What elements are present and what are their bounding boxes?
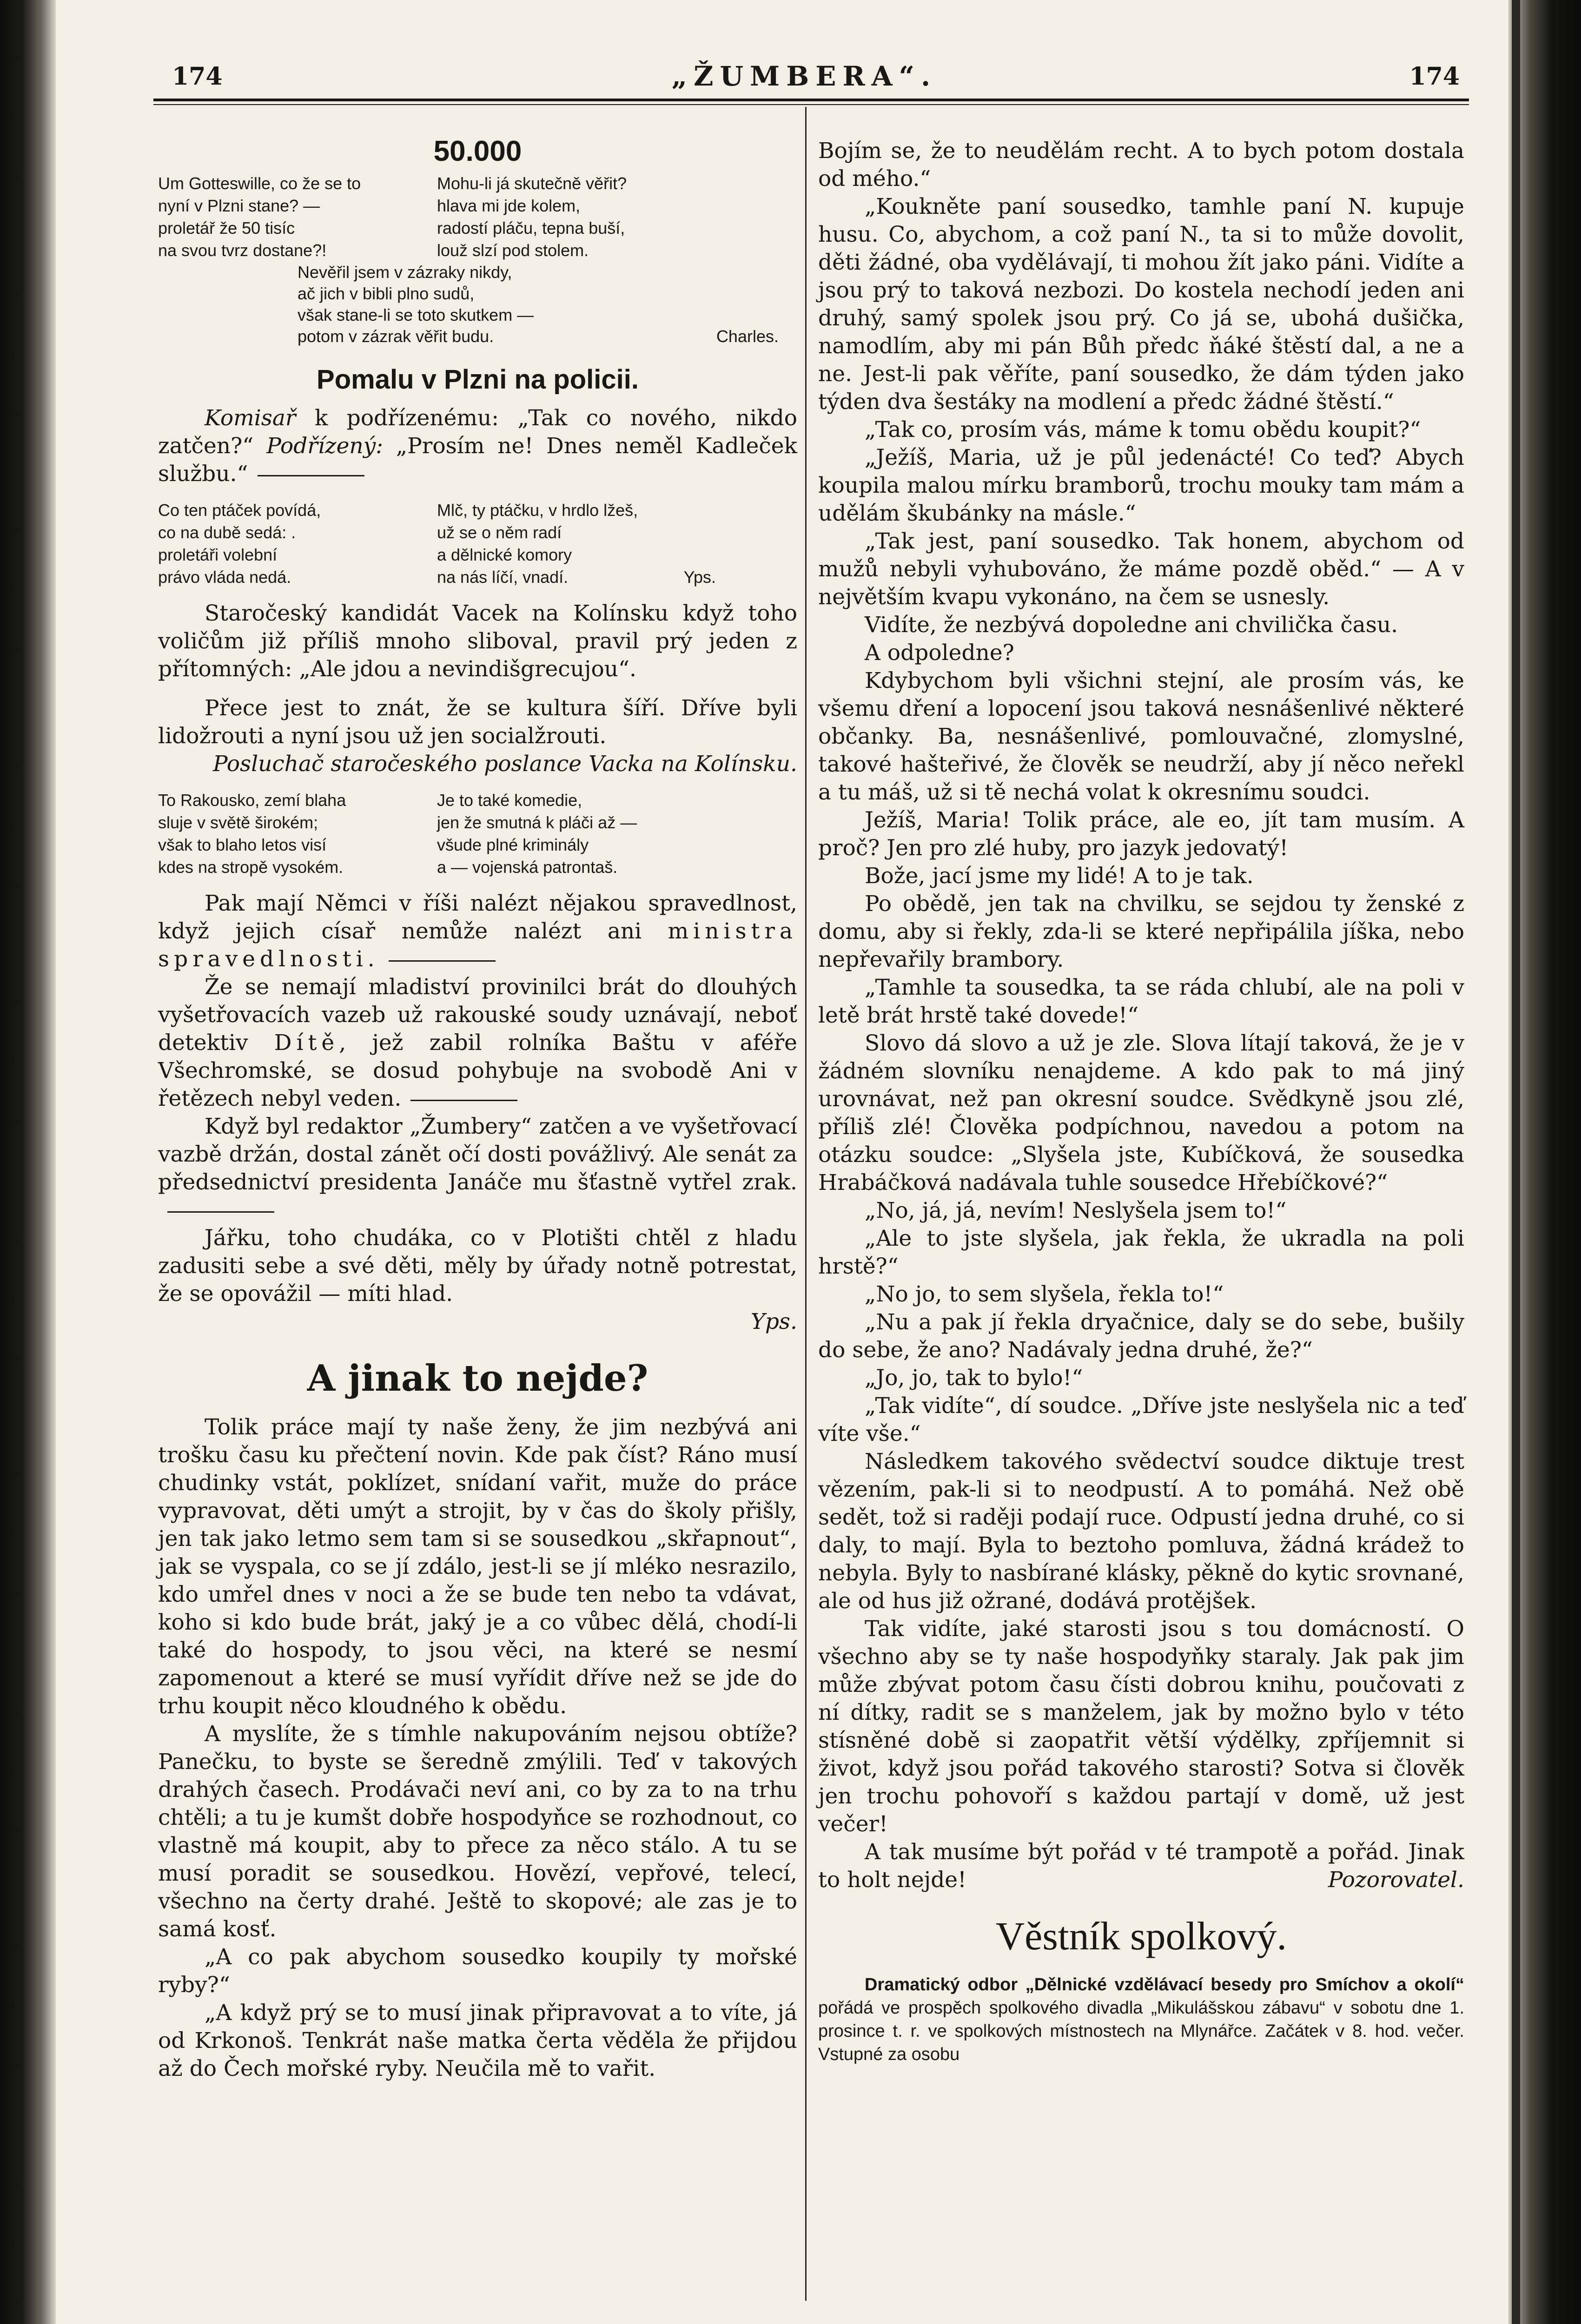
notice-organizer: Dramatický odbor „Dělnické vzdělávací besedy pro Smíchov a okolí“ (865, 1975, 1464, 1994)
verse-line: však stane-li se toto skutkem — (298, 305, 534, 324)
policie-dialogue (158, 404, 797, 488)
speaker-label: Komisař (205, 405, 296, 431)
verse-line: co na dubě sedá: . (158, 523, 296, 542)
verse-signature-row (298, 326, 797, 347)
verse-line: hlava mi jde kolem, (437, 196, 581, 215)
right-paragraph: Slovo dá slovo a už je zle. Slova lítají taková, že je v žádném slovníku nenajdeme. A kdo pak to má jiný urovnávat, než pan okresní soudce. Svědkyně jsou zlé, příliš zlé! Člověka podpíchnou, navedou a potom na otázku soudce: „Slyšela jste, Kubíčková, že sousedka Hrabáčková nadávala tuhle sousedce Hřebíčkové?“ (818, 1030, 1464, 1195)
separator-line (258, 475, 364, 476)
verse-line: právo vláda nedá. (158, 568, 291, 587)
right-paragraph: „Ale to jste slyšela, jak řekla, že ukradla na poli hrstě?“ (818, 1226, 1464, 1279)
paragraph-text: A tak musíme být pořád v té trampotě a pořád. Jinak to holt nejde! (818, 1839, 1464, 1893)
rakousko-verse (158, 789, 797, 878)
verse-signature: Yps. (683, 568, 716, 587)
right-paragraph: Vidíte, že nezbývá dopoledne ani chvilička času. (865, 612, 1398, 638)
kultura-signature: Posluchač staročeského poslance Vacka na Kolínsku. (213, 751, 797, 777)
verse-line: Um Gotteswille, co že se to (158, 174, 361, 193)
verse-line: Nevěřil jsem v zázraky nikdy, (298, 263, 512, 282)
right-column (818, 137, 1464, 2066)
separator-line (167, 1211, 274, 1213)
right-paragraph: Bože, jací jsme my lidé! A to je tak. (865, 863, 1254, 889)
right-paragraph: „Tak co, prosím vás, máme k tomu obědu koupit?“ (865, 417, 1421, 442)
poem-50000-stanza-1 (158, 172, 418, 262)
dialogue-text: „Prosím ne! Dnes neměl Kadleček službu.“ (158, 433, 797, 487)
right-paragraph: „Tamhle ta sousedka, ta se ráda chlubí, ale na poli v letě brát hrstě také dovede!“ (818, 975, 1464, 1028)
verse-line: Je to také komedie, (437, 791, 582, 810)
verse-line: Mohu-li já skutečně věřit? (437, 174, 627, 193)
verse-line: jen že smutná k pláči až — (437, 813, 637, 832)
page-number-left: 174 (172, 62, 223, 91)
paragraph-text: Pak mají Němci v říši nalézt nějakou spravedlnost, když jejich císař nemůže nalézt ani (158, 891, 797, 944)
verse-line: sluje v světě širokém; (158, 813, 318, 832)
policie-verse-col-2 (437, 499, 716, 588)
verse-line: Co ten ptáček povídá, (158, 501, 321, 520)
left-column (158, 135, 797, 2083)
jinak-paragraph-3: „A co pak abychom sousedko koupily ty mořské ryby?“ (158, 1944, 797, 1998)
vestnik-notice (818, 1973, 1464, 2066)
verse-line: kdes na stropě vysokém. (158, 858, 344, 877)
verse-line: ač jich v bibli plno sudů, (298, 284, 475, 303)
verse-line: a dělnické komory (437, 545, 572, 564)
right-paragraph: „No jo, to sem slyšela, řekla to!“ (865, 1281, 1224, 1307)
poem-50000-stanza-3 (298, 262, 797, 347)
verse-line: radostí pláču, tepna buší, (437, 218, 625, 238)
right-paragraph: „Ježíš, Maria, už je půl jedenácté! Co teď? Abych koupila malou mírku bramborů, trochu mouky tam mám a udělám škubánky na másle.“ (818, 445, 1464, 526)
column-divider (805, 107, 807, 2301)
poem-signature: Charles. (716, 327, 779, 346)
header-rule (153, 99, 1469, 101)
separator-line (389, 960, 496, 962)
verse-line: a — vojenská patrontaš. (437, 858, 618, 877)
scan-left-edge (0, 0, 56, 2324)
separator-line (410, 1100, 517, 1101)
policie-verse (158, 499, 797, 588)
mladistvi-paragraph (158, 973, 797, 1113)
article-signature: Pozorovatel. (1328, 1867, 1464, 1893)
scan-right-strip (1512, 0, 1520, 2324)
poem-50000-title: 50.000 (433, 135, 522, 167)
verse-line: na svou tvrz dostane?! (158, 241, 327, 260)
verse-line: To Rakousko, zemí blaha (158, 791, 346, 810)
right-paragraph: Tak vidíte, jaké starosti jsou s tou domácností. O všechno aby se ty naše hospodyňky staraly. Jak pak jim může zbývat potom času čísti dobrou knihu, poučovati z ní dítky, radit se s manželem, jak by možno bylo v této stísněné době si zaopatřit větší výdělky, zpříjemnit si život, když jsou pořád takového starosti? Sotva si člověk jen trochu pohovoří s každou partají v domě, už jest večer! (818, 1616, 1464, 1837)
right-paragraph (818, 1838, 1464, 1894)
right-paragraph: „Tak jest, paní sousedko. Tak honem, abychom od mužů nebyli vyhubováno, že máme pozdě oběd.“ — A v největším kvapu vykonáno, na čem se usnesly. (818, 528, 1464, 610)
spaced-emphasis: Dítě (274, 1030, 339, 1056)
jinak-paragraph-2: A myslíte, že s tímhle nakupováním nejsou obtíže? Panečku, to byste se šeredně zmýlili. Teď v takových drahých časech. Prodávači neví ani, co by za to na trhu chtěli; a tu je kumšt dobře hospodyňce se rozhodnout, co vlastně má koupit, aby to přece za něco stálo. A tu se musí poradit se sousedkou. Hovězí, vepřové, telecí, všechno na čerty drahé. Ještě to skopové; ale zas je to samá kosť. (158, 1721, 797, 1942)
jarka-signature: Yps. (750, 1309, 797, 1334)
verse-line: potom v zázrak věřit budu. (298, 327, 494, 346)
page-header (139, 56, 1469, 98)
verse-line: proletář že 50 tisíc (158, 218, 295, 238)
verse-line: všude plné kriminály (437, 835, 589, 854)
poem-50000-stanza-2 (437, 172, 716, 262)
rakousko-verse-col-2 (437, 789, 716, 878)
paragraph-text: Že se nemají mladiství provinilci brát do dlouhých vyšetřovacích vazeb už rakouské soudy uznávají, neboť detektiv (158, 974, 797, 1056)
paragraph-text: , jež zabil rolníka Baštu v aféře Všechromské, se dosud pohybuje na svobodě Ani v řetězech nebyl veden. (158, 1030, 797, 1111)
vestnik-heading: Věstník spolkový. (996, 1914, 1287, 1958)
kultura-paragraph: Přece jest to znát, že se kultura šíří. Dříve byli lidožrouti a nyní jsou už jen socialžrouti. (158, 695, 797, 749)
jarka-paragraph: Jářku, toho chudáka, co v Plotišti chtěl z hladu zadusiti sebe a své děti, měly by úřady notně potrestat, že se opovážil — míti hlad. (158, 1225, 797, 1307)
spaced-emphasis: ministra spravedlnosti. (158, 918, 797, 972)
policie-verse-col-1 (158, 499, 418, 588)
rakousko-verse-col-1 (158, 789, 418, 878)
verse-line: Mlč, ty ptáčku, v hrdlo lžeš, (437, 501, 638, 520)
newspaper-page (139, 56, 1469, 2301)
verse-line: už se o něm radí (437, 523, 562, 542)
jinak-heading: A jinak to nejde? (307, 1357, 648, 1400)
nemci-paragraph (158, 890, 797, 973)
right-paragraph: Kdybychom byli všichni stejní, ale prosím vás, ke všemu dření a lopocení jsou taková nesnášenlivé některé občanky. Ba, nesnášenlivé, pomlouvačné, zlomyslné, takové hašteřivé, že člověk se neudrží, aby jí něco neřekl a tu máš, už si tě nechá volat k okresnímu soudci. (818, 668, 1464, 805)
right-paragraph: „Jo, jo, tak to bylo!“ (865, 1365, 1083, 1391)
paragraph-text: Když byl redaktor „Žumbery“ zatčen a ve vyšetřovací vazbě držán, dostal zánět očí dosti povážlivý. Ale senát za předsednictví presidenta Janáče mu šťastně vytřel zrak. (158, 1114, 797, 1195)
jinak-paragraph-1: Tolik práce mají ty naše ženy, že jim nezbývá ani trošku času ku přečtení novin. Kde pak číst? Ráno musí chudinky vstát, poklízet, snídaní vařit, muže do práce vypravovat, děti umýt a strojit, by v čas do školy přišly, jen tak jako letmo sem tam si se sousedkou „skřapnout“, jak se vyspala, co se jí zdálo, jest-li se jí mléko nesrazilo, kdo umřel dnes v noci a že se bude ten nebo ta vdávat, koho si kdo bude brát, jaký je a co vůbec dělá, chodí-li také do hospody, to jsou věci, na které se nesmí zapomenout a které se musí vyřídit dříve než se jde do trhu koupit něco kloudného k obědu. (158, 1414, 797, 1719)
verse-line: louž slzí pod stolem. (437, 241, 589, 260)
verse-line: však to blaho letos visí (158, 835, 327, 854)
right-paragraph: Ježíš, Maria! Tolik práce, ale eo, jít tam musím. A proč? Jen pro zlé huby, pro jazyk jedovatý! (818, 807, 1464, 861)
right-paragraph: A odpoledne? (865, 640, 1014, 666)
verse-line: proletáři volební (158, 545, 278, 564)
redaktor-paragraph (158, 1113, 797, 1224)
header-rule-thin (153, 104, 1469, 105)
verse-line: nyní v Plzni stane? — (158, 196, 320, 215)
jinak-paragraph-4: „A když prý se to musí jinak připravovat a to víte, já od Krkonoš. Tenkrát naše matka čerta věděla že přijdou až do Čech mořské ryby. Neučila mě to vařit. (158, 2000, 797, 2081)
notice-text: pořádá ve prospěch spolkového divadla „Mikulášskou zábavu“ v sobotu dne 1. prosince t. r. ve spolkových místnostech na Mlynářce. Začátek v 8. hod. večer. Vstupné za osobu (818, 1998, 1464, 2064)
right-paragraph: Následkem takového svědectví soudce diktuje trest vězením, pak-li si to neodpustí. A to pomáhá. Než obě sedět, tož si raději podají ruce. Odpustí jedna druhé, co si daly, to mají. Byla to beztoho pomluva, žádná krádež to nebyla. Byly to nasbírané klásky, pěkně do kytic srovnané, ale od hus již ožrané, dodává protějšek. (818, 1449, 1464, 1614)
verse-signature-row (437, 566, 716, 588)
masthead: „ŽUMBERA“. (671, 60, 937, 92)
right-paragraph: Po obědě, jen tak na chvilku, se sejdou ty ženské z domu, aby si řekly, zda-li se které nepřipálila jíška, nebo nepřevařily brambory. (818, 891, 1464, 972)
right-paragraph: „Nu a pak jí řekla dryačnice, daly se do sebe, bušily do sebe, že ano? Nadávaly jedna druhé, že?“ (818, 1309, 1464, 1363)
verse-line: na nás líčí, vnadí. (437, 568, 569, 587)
right-paragraph: „No, já, já, nevím! Neslyšela jsem to!“ (865, 1198, 1287, 1223)
dialogue-text: k podřízenému: „Tak co nového, nikdo zatčen?“ (158, 405, 797, 459)
page-number-right: 174 (1409, 62, 1460, 91)
right-paragraph: „Tak vidíte“, dí soudce. „Dříve jste neslyšela nic a teď víte vše.“ (818, 1393, 1464, 1446)
poem-50000-stanzas (158, 172, 797, 262)
right-paragraph: „Koukněte paní sousedko, tamhle paní N. kupuje husu. Co, abychom, a což paní N., ta si to může dovolit, děti žádné, oba vydělávají, ti mohou žít jako páni. Vidíte a jsou prý to taková nezbozi. Do kostela nechodí jeden ani druhý, samý spolek jsou prý. Co já se, ubohá dušička, namodlím, aby mi pán Bůh předc ňáké štěstí dal, a ne a ne. Jest-li pak věříte, paní sousedko, že dám týden jako týden dva šestáky na modlení a předc žádné štěstí.“ (818, 194, 1464, 415)
speaker-label: Podřízený: (266, 433, 384, 459)
right-paragraph: Bojím se, že to neudělám recht. A to bych potom dostala od mého.“ (818, 138, 1464, 191)
policie-heading: Pomalu v Plzni na policii. (317, 364, 639, 395)
vacek-paragraph: Staročeský kandidát Vacek na Kolínsku když toho voličům již příliš mnoho sliboval, pravil prý jeden z přítomných: „Ale jdou a nevindišgrecujou“. (158, 601, 797, 682)
